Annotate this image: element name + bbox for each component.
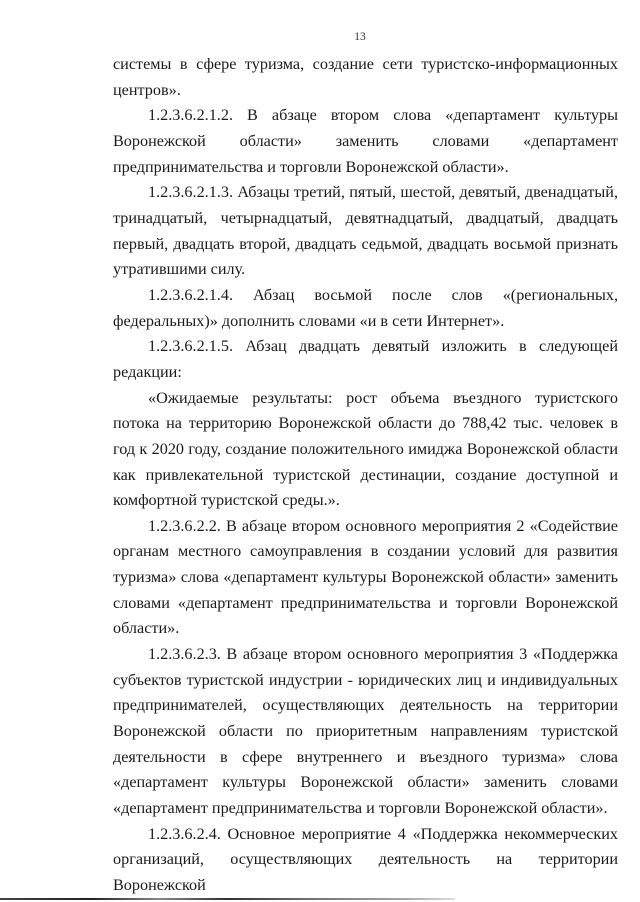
paragraph-1-2-3-6-2-3: 1.2.3.6.2.3. В абзаце втором основного мероприятия 3 «Поддержка субъектов туристской индустрии - юридических лиц и индивидуальных предпринимателей, осуществляющих деятельность на территории Воронежской области по приоритетным направлениям туристской деятельности в сфере внутреннего и въездного туризма» слова «департамент культуры Воронежской области» заменить словами «департамент предпринимательства и торговли Воронежской области». — [113, 645, 618, 818]
paragraph-continuation: системы в сфере туризма, создание сети туристско-информационных центров». — [113, 55, 618, 99]
paragraph-1-2-3-6-2-1-5: 1.2.3.6.2.1.5. Абзац двадцать девятый изложить в следующей редакции: — [113, 337, 618, 381]
paragraph-1-2-3-6-2-1-4: 1.2.3.6.2.1.4. Абзац восьмой после слов «(региональных, федеральных)» дополнить словами «и в сети Интернет». — [113, 285, 618, 330]
page-number: 13 — [354, 31, 366, 43]
quoted-paragraph: «Ожидаемые результаты: рост объема въездного туристского потока на территорию Воронежской области до 788,42 тыс. человек в год к 2020 году, создание положительного имиджа Воронежской области как привлекательной туристской дестинации, создание доступной и комфортной туристской среды.». — [113, 388, 618, 510]
paragraph-1-2-3-6-2-1-2: 1.2.3.6.2.1.2. В абзаце втором слова «департамент культуры Воронежской области» заменить словами «департамент предпринимательства и торговли Воронежской области». — [113, 106, 618, 176]
paragraph-1-2-3-6-2-1-3: 1.2.3.6.2.1.3. Абзацы третий, пятый, шестой, девятый, двенадцатый, тринадцатый, четырнадцатый, девятнадцатый, двадцатый, двадцать первый, двадцать второй, двадцать седьмой, двадцать восьмой признать утратившими силу. — [113, 183, 618, 279]
scan-edge-line — [0, 898, 455, 900]
paragraph-1-2-3-6-2-4: 1.2.3.6.2.4. Основное мероприятие 4 «Поддержка некоммерческих организаций, осуществляющих деятельность на территории Воронежской — [113, 824, 618, 894]
document-body — [113, 52, 618, 899]
paragraph-1-2-3-6-2-2: 1.2.3.6.2.2. В абзаце втором основного мероприятия 2 «Содействие органам местного самоуправления в создании условий для развития туризма» слова «департамент культуры Воронежской области» заменить словами «департамент предпринимательства и торговли Воронежской области». — [113, 516, 618, 638]
